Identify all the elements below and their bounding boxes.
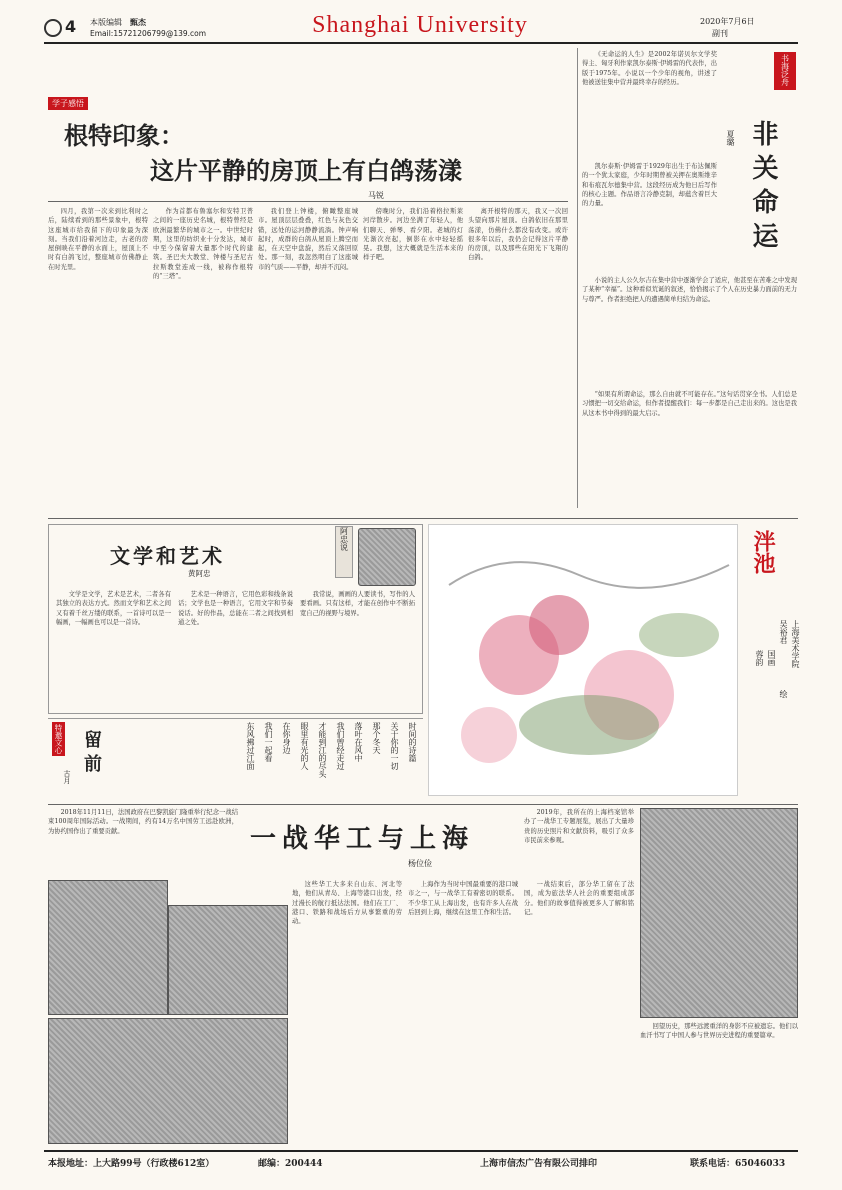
article-body-col4: 一战结束后，部分华工留在了法国，成为旅法华人社会的重要组成部分。他们的故事值得被更多人了解和铭记。 xyxy=(524,881,634,916)
logo-icon xyxy=(44,19,62,37)
article-body-col2: 凯尔泰斯·伊姆雷于1929年出生于布达佩斯的一个犹太家庭，少年时期曾被关押在奥斯维辛和布痕瓦尔德集中营。这段经历成为他日后写作的核心主题。作品语言冷静克制，却蕴含着巨大的力量。 xyxy=(582,163,717,208)
footer-address: 本报地址：上大路99号（行政楼612室） xyxy=(48,1159,215,1169)
masthead: Shanghai University xyxy=(312,12,528,38)
photo-workers-2 xyxy=(168,905,288,1015)
article-body-col4: “如果有所谓命运，那么自由就不可能存在。”这句话贯穿全书。人们总是习惯把一切交给命运，但作者提醒我们：每一步都是自己走出来的。这也是我从这本书中得到的最大启示。 xyxy=(582,391,797,417)
poem-lines xyxy=(108,722,418,796)
column-tag: 特邀文心 xyxy=(54,724,63,754)
poem-line: 落叶在风中 xyxy=(354,722,363,762)
article-title: 文学和艺术 xyxy=(110,544,225,568)
column-tag: 学子感悟 xyxy=(48,97,88,110)
photo-monument xyxy=(640,808,798,1018)
editor-email: Email:15721206799@139.com xyxy=(90,29,207,38)
footer-rule xyxy=(44,1150,798,1152)
article-body-col2: 这些华工大多来自山东、河北等地，他们从青岛、上海等港口出发，经过漫长的航行抵达法国。他们在工厂、港口、铁路和战场后方从事繁重的劳动。 xyxy=(292,881,402,926)
painting-title: 泮池 xyxy=(750,530,776,574)
poem-line: 我们一起看 xyxy=(264,722,273,762)
article-title: 非关命运 xyxy=(748,120,778,256)
painting-extra: 蓉韵 xyxy=(755,650,764,666)
poem-line: 眼里有光的人 xyxy=(300,722,309,770)
poem-line: 那个冬天 xyxy=(372,722,381,754)
editor-line: 本版编辑 甄杰 xyxy=(90,18,146,27)
poem-line: 我们曾经走过 xyxy=(336,722,345,770)
header-rule xyxy=(44,42,798,44)
article-body-col3: 我们登上钟楼，俯瞰整座城市。屋顶层层叠叠，红色与灰色交错，远处的运河静静流淌。钟声响起时，成群的白鸽从屋顶上腾空而起，在天空中盘旋，然后又落回原处。那一刻，我忽然明白了这座城市的气质——平静，却并不沉闷。 xyxy=(258,208,358,271)
painting-verb: 绘 xyxy=(779,690,788,698)
poem-line: 时间的诗篇 xyxy=(408,722,417,762)
article-body-col1: 2018年11月11日，法国政府在巴黎凯旋门隆重举行纪念一战结束100周年国际活动。一战期间，约有14万名中国劳工远赴欧洲，为协约国作出了重要贡献。 xyxy=(48,809,238,835)
footer-phone: 联系电话：65046033 xyxy=(690,1159,786,1169)
poem-author: 古月 xyxy=(63,770,71,784)
poem-line: 东风拂过江面 xyxy=(246,722,255,770)
article-author: 马锐 xyxy=(368,191,384,200)
article-body-col1: 《无命运的人生》是2002年诺贝尔文学奖得主、匈牙利作家凯尔泰斯·伊姆雷的代表作，出版于1975年。小说以一个少年的视角，讲述了他被送往集中营并最终幸存的经历。 xyxy=(582,51,717,86)
painting-school: 上海美术学院 xyxy=(791,620,800,668)
page-number: 4 xyxy=(44,17,76,37)
column-tag: 书海泛舟 xyxy=(774,52,796,90)
article-body-col2: 作为首都布鲁塞尔和安特卫普之间的一座历史名城，根特曾经是欧洲最繁华的城市之一。中世纪时期，这里的纺织业十分发达，城市中至今保留着大量那个时代的建筑。圣巴夫大教堂、钟楼与圣尼古拉斯教堂连成一线，被称作根特的“三塔”。 xyxy=(153,208,253,281)
rule xyxy=(48,518,798,519)
footer-postcode: 邮编：200444 xyxy=(258,1159,323,1169)
footer-printer: 上海市信杰广告有限公司排印 xyxy=(480,1159,598,1169)
article-body-col5: 离开根特的那天，我又一次回头望向那片屋顶。白鸽依旧在那里荡漾，仿佛什么都没有改变。或许很多年以后，我仍会记得这片平静的房顶，以及那些在阳光下飞翔的白鸽。 xyxy=(468,208,568,262)
article-body-col1: 四月，我第一次来到比利时之后，陆续看到的那些景象中，根特这座城市给我留下的印象最为深刻。当我们沿着河边走，古老的房屋倒映在平静的水面上，屋顶上不时有白鸽飞过，整座城市仿佛静止在时光里。 xyxy=(48,208,148,271)
article-body-col5: 2019年，我所在的上海档案馆举办了一战华工专题展览，展出了大量珍贵的历史照片和文献资料，吸引了众多市民前来参观。 xyxy=(524,809,634,844)
article-subtitle: 这片平静的房顶上有白鸽荡漾 xyxy=(150,157,462,185)
rule xyxy=(48,804,798,805)
photo-workers-1 xyxy=(48,880,168,1015)
article-title: 一战华工与上海 xyxy=(250,824,475,853)
article-body-col3: 小说的主人公久尔吉在集中营中逐渐学会了适应，他甚至在苦难之中发现了某种“幸福”。这种看似荒诞的叙述，恰恰揭示了个人在历史暴力面前的无力与尊严。作者拒绝把人的遭遇简单归结为命运。 xyxy=(582,277,797,303)
section-name: 副刊 xyxy=(712,29,728,38)
article-body-col1: 文学是文学，艺术是艺术，二者各有其独立的表达方式。然而文学和艺术之间又有着千丝万缕的联系，一首诗可以是一幅画，一幅画也可以是一首诗。 xyxy=(56,591,171,626)
author-photo xyxy=(358,528,416,586)
article-body-col3: 我常说，画画的人要读书，写作的人要看画。只有这样，才能在创作中不断拓宽自己的视野与境界。 xyxy=(300,591,415,617)
poem-line: 才能到江的尽头 xyxy=(318,722,327,778)
painting-type: 国画 xyxy=(767,650,776,666)
painting-frame xyxy=(428,524,738,796)
poem-line: 关于你的一切 xyxy=(390,722,399,770)
article-author: 杨位俭 xyxy=(408,859,432,868)
poem-title: 留前 xyxy=(81,730,102,778)
rule xyxy=(48,201,568,202)
painting-author: 吴裕君 xyxy=(779,620,788,644)
rule xyxy=(577,48,578,508)
article-body-col6: 回望历史，那些远渡重洋的身影不应被遗忘。他们以血汗书写了中国人参与世界历史进程的重要篇章。 xyxy=(640,1023,798,1040)
article-author: 夏璐 xyxy=(726,130,735,146)
column-stamp: 阿忠说 xyxy=(335,526,353,578)
article-body-col2: 艺术是一种语言，它用色彩和线条说话；文学也是一种语言，它用文字和节奏说话。好的作品，总能在二者之间找到相通之处。 xyxy=(178,591,293,626)
article-body-col3: 上海作为当时中国最重要的港口城市之一，与一战华工有着密切的联系。不少华工从上海出发，也有许多人在战后回到上海，继续在这里工作和生活。 xyxy=(408,881,518,916)
issue-date: 2020年7月6日 xyxy=(700,17,755,26)
article-title: 根特印象： xyxy=(64,122,184,150)
poem-line: 在你身边 xyxy=(282,722,291,754)
painting-image xyxy=(429,525,738,796)
article-body-col4: 傍晚时分，我们沿着格拉斯莱河岸散步。河边坐满了年轻人，他们聊天、弹琴、看夕阳。老城的灯光渐次亮起，倒影在水中轻轻摇晃。我想，这大概就是生活本来的样子吧。 xyxy=(363,208,463,262)
photo-workers-3 xyxy=(48,1018,288,1144)
article-author: 黄阿忠 xyxy=(188,569,211,578)
